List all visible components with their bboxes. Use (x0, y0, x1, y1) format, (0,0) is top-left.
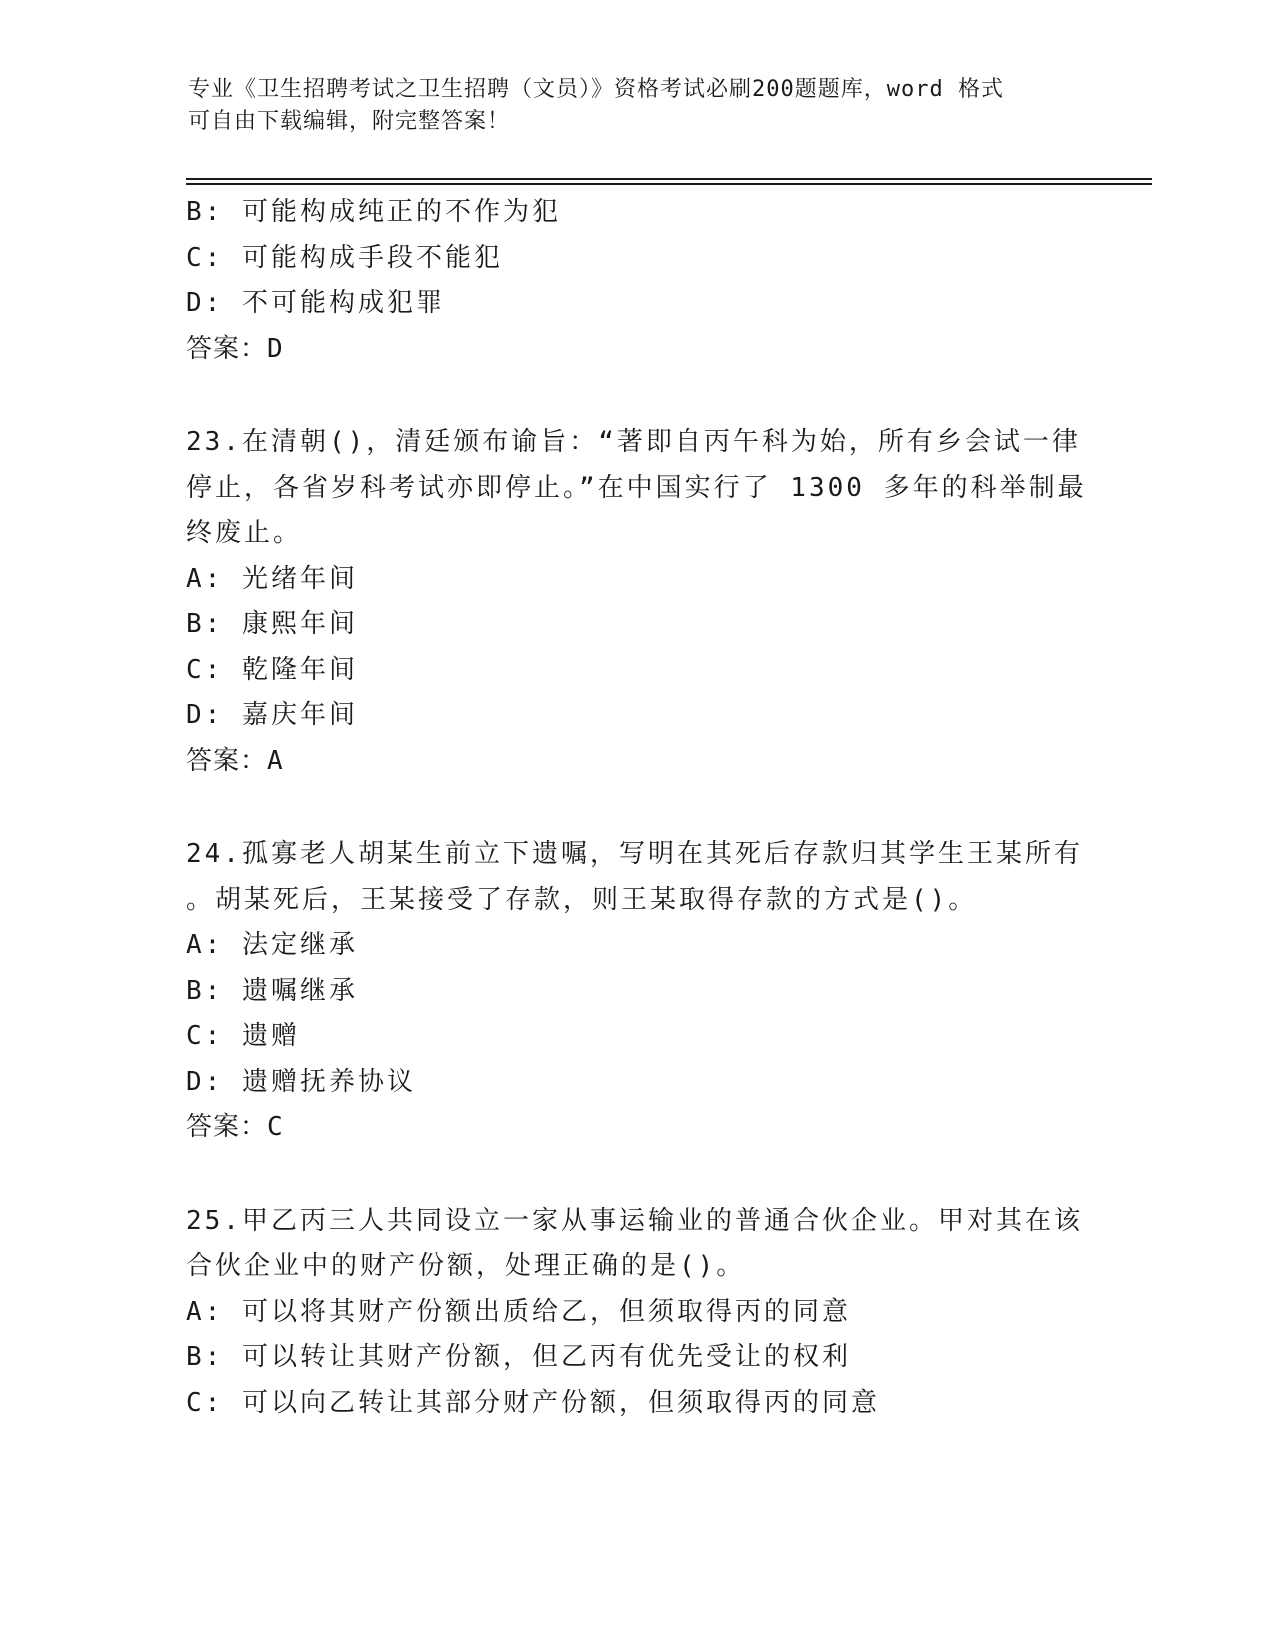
question-23 (186, 420, 1086, 784)
header-divider-bottom (186, 183, 1152, 185)
header-line-1: 专业《卫生招聘考试之卫生招聘（文员）》资格考试必刷200题题库，word 格式 (188, 77, 1004, 102)
header-line-2: 可自由下载编辑，附完整答案！ (188, 109, 511, 134)
option-line: C: 乾隆年间 (186, 654, 358, 685)
question-stem-line: 停止，各省岁科考试亦即停止。”在中国实行了 1300 多年的科举制最 (186, 472, 1087, 503)
option-line: A: 可以将其财产份额出质给乙，但须取得丙的同意 (186, 1296, 851, 1327)
question-stem-line: 23.在清朝()，清廷颁布谕旨：“著即自丙午科为始，所有乡会试一律 (186, 427, 1081, 457)
question-25 (186, 1199, 1086, 1427)
option-line: B: 康熙年间 (186, 609, 358, 639)
question-24 (186, 832, 1086, 1151)
question-stem-line: 25.甲乙丙三人共同设立一家从事运输业的普通合伙企业。甲对其在该 (186, 1205, 1083, 1236)
answer-line: 答案：D (186, 333, 284, 364)
option-line: A: 法定继承 (186, 930, 358, 960)
question-stem-line: 终废止。 (186, 518, 303, 548)
option-line: D: 不可能构成犯罪 (186, 288, 445, 318)
question-stem-line: 。胡某死后，王某接受了存款，则王某取得存款的方式是()。 (186, 884, 978, 915)
option-line: C: 可以向乙转让其部分财产份额，但须取得丙的同意 (186, 1387, 880, 1418)
option-line: D: 嘉庆年间 (186, 700, 358, 730)
option-line: B: 可能构成纯正的不作为犯 (186, 197, 561, 227)
option-line: B: 可以转让其财产份额，但乙丙有优先受让的权利 (186, 1342, 851, 1372)
option-line: B: 遗嘱继承 (186, 975, 358, 1006)
question-stem-line: 24.孤寡老人胡某生前立下遗嘱，写明在其死后存款归其学生王某所有 (186, 839, 1083, 869)
question-stem-line: 合伙企业中的财产份额，处理正确的是()。 (186, 1251, 746, 1281)
question-22-tail (186, 190, 1086, 372)
document-body (186, 190, 1086, 1426)
option-line: C: 可能构成手段不能犯 (186, 242, 503, 273)
option-line: D: 遗赠抚养协议 (186, 1066, 416, 1097)
answer-line: 答案：C (186, 1112, 284, 1142)
option-line: A: 光绪年间 (186, 563, 358, 594)
answer-line: 答案：A (186, 745, 284, 776)
page-header (188, 74, 1088, 138)
header-divider-top (186, 178, 1152, 180)
option-line: C: 遗赠 (186, 1021, 300, 1051)
